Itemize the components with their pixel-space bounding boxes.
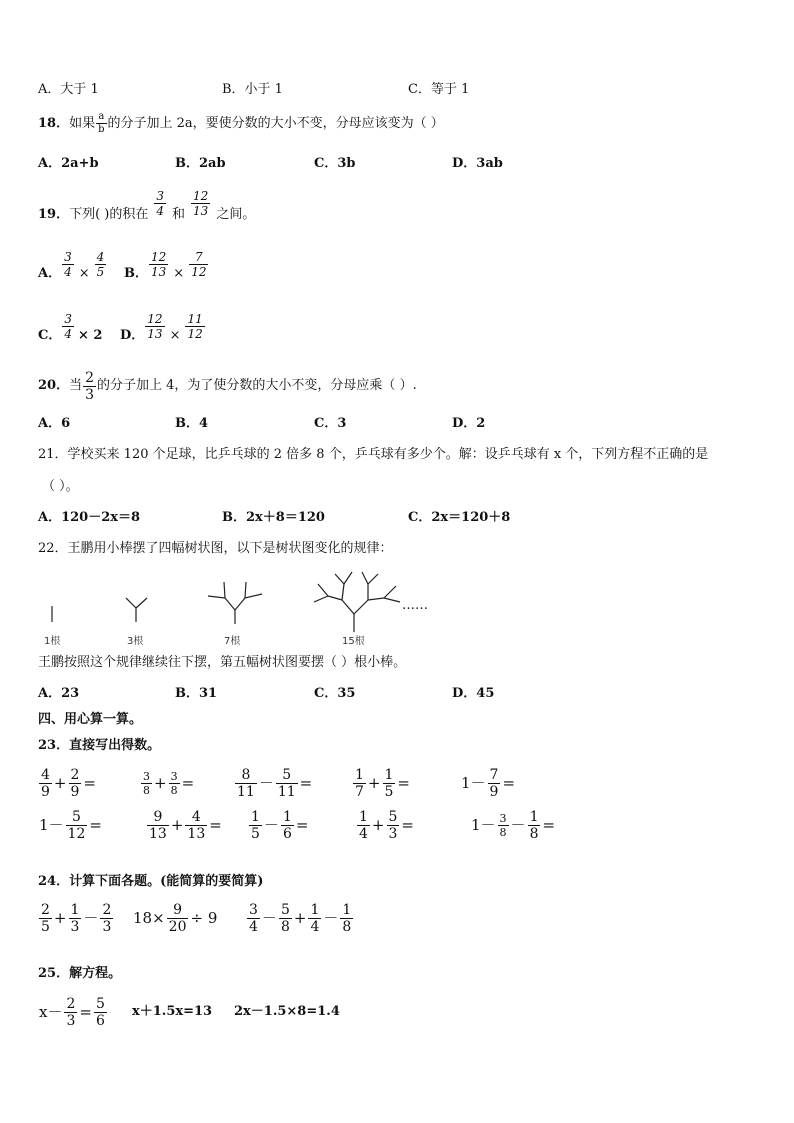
q19-text-a: 下列( )的积在 — [69, 207, 149, 222]
whole-times: 18× — [133, 909, 165, 927]
fraction — [169, 771, 180, 796]
frac-num: 2 — [102, 901, 112, 918]
q17-option-c: C．等于 1 — [408, 82, 470, 97]
frac-num: 2 — [85, 369, 95, 386]
q19-option-d — [120, 311, 206, 356]
frac-num: 12 — [147, 311, 163, 326]
fraction — [488, 768, 501, 799]
frac-den: 4 — [156, 203, 165, 218]
frac-den: 7 — [355, 783, 364, 800]
q23-item-5 — [460, 764, 516, 802]
q20-option-d: D．2 — [452, 416, 486, 431]
frac-num: 1 — [355, 766, 364, 783]
section-4-heading: 四、用心算一算。 — [38, 712, 143, 727]
frac-den: 3 — [102, 918, 112, 935]
tree-4 — [314, 572, 400, 632]
tree-3-label: 7根 — [224, 636, 241, 647]
frac-den: 5 — [41, 918, 50, 935]
q21-question-line2: （ ）。 — [42, 479, 79, 494]
operator: + — [53, 909, 67, 927]
q23-item-3 — [234, 764, 313, 802]
q24-title: 24．计算下面各题。(能简算的要简算) — [38, 874, 264, 889]
fraction — [100, 903, 113, 934]
fraction — [189, 251, 208, 278]
q24-expression-3 — [246, 898, 354, 938]
q19-option-a — [38, 249, 107, 294]
frac-num: 4 — [96, 249, 105, 264]
times-sign: × — [169, 328, 181, 343]
q18-option-d: D．3ab — [452, 156, 503, 171]
fraction — [276, 768, 298, 799]
frac-num: 1 — [70, 901, 80, 918]
q18-option-c: C．3b — [314, 156, 356, 171]
q20-number: 20． — [38, 378, 70, 393]
frac-num: 1 — [529, 808, 539, 825]
frac-den: 4 — [64, 326, 72, 341]
fraction — [247, 903, 260, 934]
frac-den: 13 — [149, 825, 167, 842]
fraction — [69, 768, 82, 799]
operator: + — [154, 774, 167, 792]
q23-item-10 — [470, 806, 556, 844]
q19-number: 19． — [38, 207, 70, 222]
frac-num: 4 — [191, 808, 201, 825]
equals: = — [299, 774, 313, 792]
q18-text-a: 如果 — [69, 115, 96, 131]
frac-den: 3 — [66, 1012, 76, 1029]
q22-option-b: B．31 — [175, 686, 218, 701]
frac-num: 9 — [173, 901, 183, 918]
frac-num: 1 — [359, 808, 368, 825]
tree-1-label: 1根 — [44, 636, 61, 647]
equals: = — [89, 816, 102, 834]
frac-num: 3 — [499, 811, 507, 825]
equals: = — [401, 816, 414, 834]
option-label: D． — [120, 328, 145, 343]
frac-den: 11 — [237, 783, 255, 800]
operator: + — [371, 816, 385, 834]
q20-option-c: C．3 — [314, 416, 347, 431]
frac-num: 2 — [70, 766, 80, 783]
frac-den: 12 — [187, 326, 203, 341]
frac-den: 3 — [388, 825, 398, 842]
frac-num: 5 — [280, 901, 290, 918]
frac-den: 8 — [143, 783, 150, 797]
operator: － — [323, 909, 339, 927]
q23-title: 23．直接写出得数。 — [38, 738, 161, 753]
q24-expression-1 — [38, 898, 114, 938]
frac-num: 4 — [41, 766, 50, 783]
q20-question — [38, 368, 417, 404]
operator: － — [258, 774, 274, 792]
frac-den: 3 — [85, 386, 95, 403]
equals: = — [209, 816, 222, 834]
operator: + — [53, 774, 67, 792]
tree-4-label: 15根 — [342, 636, 365, 647]
whole-minus: 1－ — [471, 816, 496, 834]
q21-option-b: B．2x＋8＝120 — [222, 510, 325, 525]
equals: = — [295, 816, 309, 834]
operator: － — [83, 909, 99, 927]
frac-num: 3 — [64, 249, 72, 264]
fraction — [528, 810, 541, 841]
q20-option-a: A．6 — [38, 416, 71, 431]
operator: － — [261, 909, 277, 927]
times-sign: × — [173, 266, 185, 281]
operator: + — [367, 774, 381, 792]
frac-den: 9 — [489, 783, 499, 800]
frac-num: 7 — [195, 249, 203, 264]
frac-den: 13 — [187, 825, 206, 842]
frac-num: 5 — [72, 808, 81, 825]
frac-num: 9 — [153, 808, 163, 825]
frac-den: 13 — [147, 326, 163, 341]
frac-den: 4 — [359, 825, 368, 842]
q19-question — [38, 190, 255, 240]
q18-fraction — [96, 112, 106, 135]
frac-den: 9 — [70, 783, 80, 800]
q18-option-b: B．2ab — [175, 156, 226, 171]
q22-question-line1: 22．王鹏用小棒摆了四幅树状图，以下是树状图变化的规律： — [38, 541, 393, 556]
q23-item-8 — [248, 806, 309, 844]
operator: + — [170, 816, 184, 834]
operator: － — [263, 816, 279, 834]
fraction — [147, 810, 169, 841]
q21-option-a: A．120－2x＝8 — [38, 510, 141, 525]
tree-ellipsis: …… — [402, 598, 428, 613]
q24-expression-2 — [132, 898, 218, 938]
q23-item-2 — [140, 764, 195, 802]
frac-den: 4 — [310, 918, 320, 935]
frac-den: 12 — [191, 264, 207, 279]
frac-num: 1 — [310, 901, 320, 918]
frac-den: 8 — [170, 783, 178, 797]
frac-num: 5 — [388, 808, 398, 825]
equals: = — [79, 1003, 92, 1021]
frac-num: 2 — [41, 901, 50, 918]
q19-option-b — [124, 249, 209, 294]
frac-den: 4 — [64, 264, 72, 279]
q19-text-b: 和 — [172, 207, 186, 222]
q18-number: 18． — [38, 115, 70, 131]
fraction — [62, 313, 74, 340]
frac-den: 5 — [96, 264, 105, 279]
frac-den: 8 — [499, 825, 507, 839]
q23-item-4 — [352, 764, 411, 802]
fraction — [69, 903, 82, 934]
whole-minus: 1－ — [461, 774, 486, 792]
frac-den: b — [98, 124, 105, 135]
q19-option-c — [38, 311, 103, 356]
tree-2 — [126, 598, 147, 622]
frac-num: 8 — [241, 766, 251, 783]
q20-text-a: 当 — [69, 378, 83, 393]
q22-option-a: A．23 — [38, 686, 80, 701]
frac-den: 11 — [277, 783, 296, 800]
times-sign: × — [78, 266, 90, 281]
frac-num: 1 — [384, 766, 394, 783]
q25-equation-3: 2x－1.5×8=1.4 — [234, 1004, 340, 1019]
frac-num: 3 — [156, 188, 165, 203]
q18-text-b: 的分子加上 2a，要使分数的大小不变，分母应该变为（ ） — [107, 115, 444, 131]
fraction — [353, 768, 366, 799]
frac-den: 6 — [282, 825, 292, 842]
frac-den: 8 — [529, 825, 539, 842]
fraction — [340, 903, 353, 934]
equals: = — [83, 774, 96, 792]
frac-den: 8 — [342, 918, 352, 935]
q21-option-c: C．2x＝120＋8 — [408, 510, 511, 525]
q19-fraction-2 — [191, 190, 210, 217]
q17-option-a: A．大于 1 — [38, 82, 99, 97]
equals: = — [397, 774, 410, 792]
frac-den: 5 — [251, 825, 260, 842]
fraction — [249, 810, 262, 841]
frac-den: 13 — [151, 264, 167, 279]
fraction — [498, 813, 509, 838]
frac-den: 5 — [384, 783, 394, 800]
tree-2-label: 3根 — [127, 636, 144, 647]
fraction — [383, 768, 396, 799]
operator: － — [510, 816, 526, 834]
fraction — [308, 903, 321, 934]
frac-num: 5 — [95, 995, 105, 1012]
frac-num: 3 — [143, 769, 150, 783]
q25-title: 25．解方程。 — [38, 966, 122, 981]
frac-num: 12 — [151, 249, 167, 264]
q20-text-b: 的分子加上 4，为了使分数的大小不变，分母应乘（ ）. — [97, 378, 417, 393]
fraction — [95, 251, 107, 278]
frac-den: 3 — [70, 918, 80, 935]
q25-equation-1 — [38, 992, 108, 1032]
fraction — [281, 810, 294, 841]
divide-nine: ÷ 9 — [190, 909, 218, 927]
fraction — [39, 768, 52, 799]
fraction — [66, 810, 88, 841]
frac-num: 7 — [489, 766, 499, 783]
q23-item-7 — [146, 806, 223, 844]
q22-question-line2: 王鹏按照这个规律继续往下摆，第五幅树状图要摆（ ）根小棒。 — [38, 655, 407, 670]
frac-num: 3 — [64, 311, 72, 326]
equals: = — [542, 816, 556, 834]
q17-option-b: B．小于 1 — [222, 82, 283, 97]
q25-equation-2: x＋1.5x=13 — [132, 1004, 213, 1019]
frac-num: a — [98, 111, 105, 122]
frac-num: 3 — [249, 901, 258, 918]
q23-item-6 — [38, 806, 103, 844]
option-label: C． — [38, 328, 62, 343]
equals: = — [181, 774, 195, 792]
frac-num: 1 — [342, 901, 352, 918]
frac-num: 2 — [66, 995, 76, 1012]
fraction — [357, 810, 370, 841]
q22-option-c: C．35 — [314, 686, 356, 701]
fraction — [39, 903, 52, 934]
frac-den: 6 — [95, 1012, 105, 1029]
frac-den: 20 — [168, 918, 187, 935]
q21-question-line1: 21．学校买来 120 个足球，比乒乓球的 2 倍多 8 个，乒乓球有多少个。解：设乒乓球有 x 个，下列方程不正确的是 — [38, 447, 709, 462]
fraction — [235, 768, 257, 799]
frac-num: 3 — [170, 769, 178, 783]
q19-text-c: 之间。 — [216, 207, 256, 222]
frac-num: 5 — [282, 766, 292, 783]
fraction — [145, 313, 164, 340]
operator: + — [293, 909, 307, 927]
fraction — [62, 251, 74, 278]
fraction — [64, 997, 77, 1028]
frac-num: 1 — [251, 808, 260, 825]
frac-num: 11 — [187, 311, 203, 326]
frac-den: 9 — [41, 783, 50, 800]
frac-den: 12 — [67, 825, 86, 842]
equals: = — [502, 774, 516, 792]
q18-question — [38, 112, 444, 135]
q19-fraction-1 — [154, 190, 166, 217]
q22-option-d: D．45 — [452, 686, 495, 701]
frac-den: 13 — [193, 203, 209, 218]
fraction — [387, 810, 400, 841]
fraction — [185, 313, 204, 340]
q23-item-1 — [38, 764, 97, 802]
tree-3 — [208, 582, 262, 624]
frac-den: 8 — [280, 918, 290, 935]
frac-num: 1 — [282, 808, 292, 825]
option-label: A． — [38, 266, 62, 281]
fraction — [141, 771, 152, 796]
frac-num: 12 — [193, 188, 209, 203]
q23-item-9 — [356, 806, 415, 844]
fraction — [185, 810, 207, 841]
fraction — [279, 903, 292, 934]
times-two: × 2 — [78, 328, 103, 343]
q20-option-b: B．4 — [175, 416, 209, 431]
q20-fraction — [83, 371, 96, 402]
option-label: B． — [124, 266, 148, 281]
whole-minus: 1－ — [39, 816, 64, 834]
frac-den: 4 — [249, 918, 258, 935]
fraction — [94, 997, 107, 1028]
q18-option-a: A．2a+b — [38, 156, 99, 171]
x-minus: x－ — [39, 1003, 63, 1021]
fraction — [149, 251, 168, 278]
fraction — [167, 903, 189, 934]
tree-diagrams — [38, 566, 458, 648]
